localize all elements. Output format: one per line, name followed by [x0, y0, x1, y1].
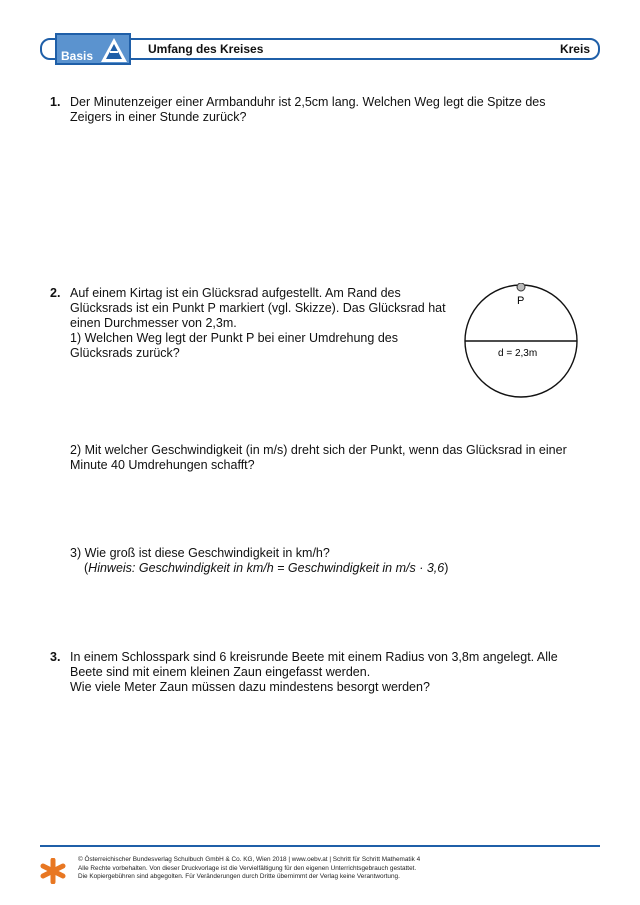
task-text-line: Der Minutenzeiger einer Armbanduhr ist 2,5cm lang. Welchen Weg legt die Spitze des: [70, 95, 546, 109]
task-2-part-3: [70, 546, 448, 576]
diameter-label: d = 2,3m: [498, 348, 538, 359]
hint-close-paren: ): [444, 561, 449, 575]
publisher-star-icon: [40, 858, 66, 884]
hint-open-paren: (: [84, 561, 89, 575]
footer-divider: [40, 845, 600, 847]
triangle-logo-icon: [99, 36, 129, 64]
task-text-line: Wie viele Meter Zaun müssen dazu mindestens besorgt werden?: [70, 680, 430, 694]
task-text-line: 3) Wie groß ist diese Geschwindigkeit in km/h?: [70, 546, 330, 560]
footer-copyright: [78, 856, 420, 882]
footer-line: Die Kopiergebühren sind abgegolten. Für Veränderungen durch Dritte übernimmt der Verlag keine Verantwortung.: [78, 873, 400, 880]
task-number: 2.: [50, 286, 61, 300]
task-2-part-2: [70, 443, 567, 473]
footer-line: © Österreichischer Bundesverlag Schulbuch GmbH & Co. KG, Wien 2018 | www.oebv.at | Schritt für Schritt Mathematik 4: [78, 856, 421, 863]
worksheet-title: Umfang des Kreises: [148, 42, 264, 56]
point-p-label: P: [517, 295, 525, 307]
task-text-line: einen Durchmesser von 2,3m.: [70, 316, 237, 330]
task-text-line: Minute 40 Umdrehungen schafft?: [70, 458, 255, 472]
logo-text: Basis: [61, 49, 94, 63]
point-p-marker: [517, 283, 525, 291]
wheel-sketch: [460, 283, 582, 401]
task-text-line: 2) Mit welcher Geschwindigkeit (in m/s) dreht sich der Punkt, wenn das Glücksrad in einer: [70, 443, 567, 457]
hint-text: Hinweis: Geschwindigkeit in km/h = Geschwindigkeit in m/s · 3,6: [88, 561, 445, 575]
task-text-line: In einem Schlosspark sind 6 kreisrunde Beete mit einem Radius von 3,8m angelegt. Alle: [70, 650, 558, 664]
task-number: 1.: [50, 95, 61, 109]
task-text-line: Glücksrads ist ein Punkt P markiert (vgl. Skizze). Das Glücksrad hat: [70, 301, 446, 315]
task-text-line: Glücksrads zurück?: [70, 346, 180, 360]
task-text-line: Auf einem Kirtag ist ein Glücksrad aufgestellt. Am Rand des: [70, 286, 401, 300]
topic-label: Kreis: [559, 42, 590, 56]
footer-line: Alle Rechte vorbehalten. Von dieser Druckvorlage ist die Vervielfältigung für den eigenen Unterrichtsgebrauch gestattet.: [78, 864, 417, 872]
task-text-line: Zeigers in einer Stunde zurück?: [70, 110, 247, 124]
task-text-line: 1) Welchen Weg legt der Punkt P bei einer Umdrehung des: [70, 331, 398, 345]
task-number: 3.: [50, 650, 61, 664]
task-text-line: Beete sind mit einem kleinen Zaun eingefasst werden.: [70, 665, 371, 679]
hint-line: [70, 561, 448, 576]
basis-logo: [55, 33, 131, 65]
